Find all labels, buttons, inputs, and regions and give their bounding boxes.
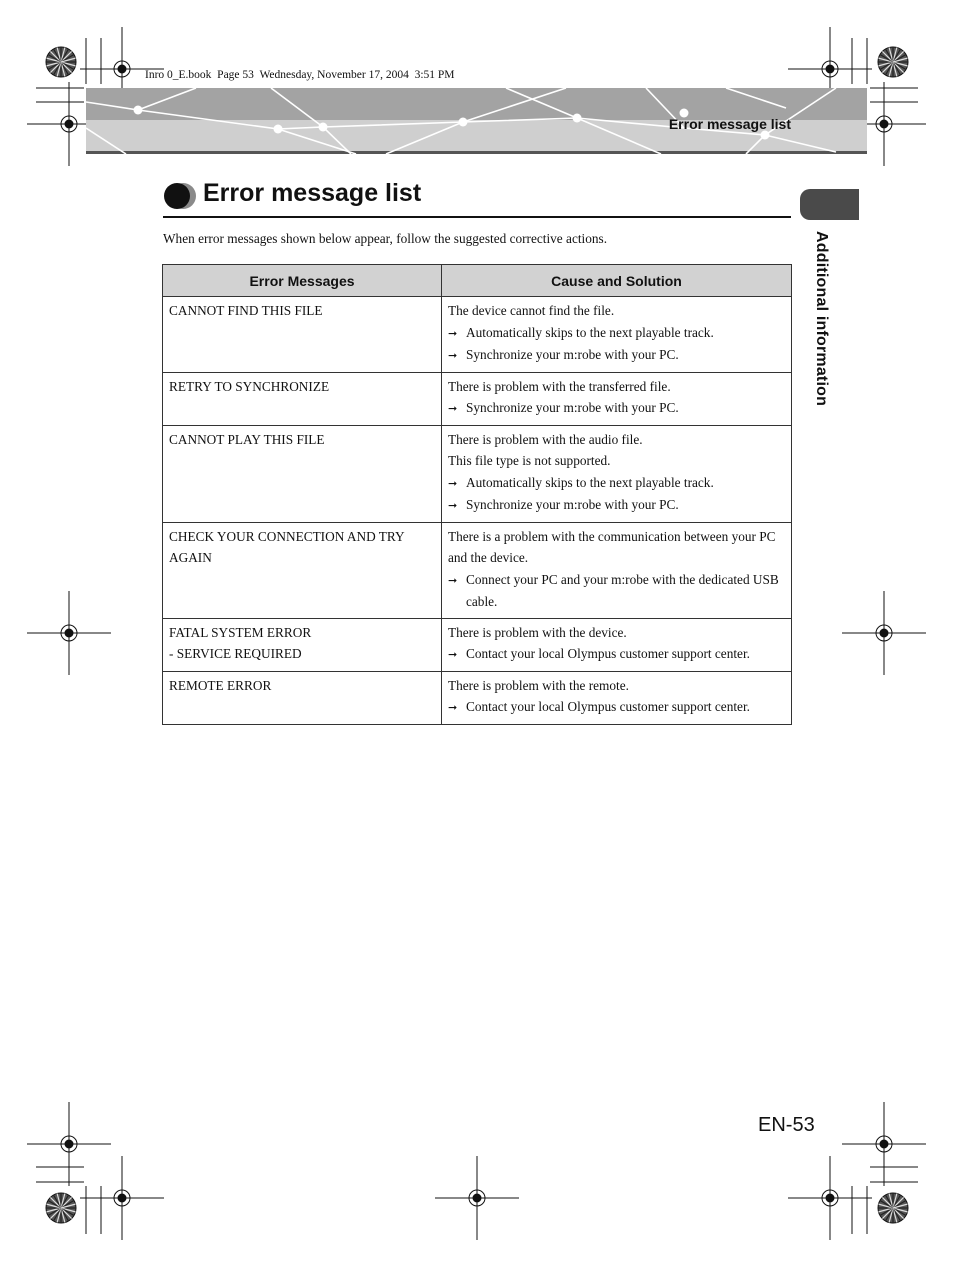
- crop-mark-icon: [878, 47, 908, 77]
- error-message-text: REMOTE ERROR: [169, 677, 272, 693]
- arrow-icon: ➞: [448, 701, 458, 714]
- side-tab: [800, 189, 859, 220]
- running-header-title: Error message list: [668, 116, 791, 132]
- corrective-action: [448, 494, 785, 517]
- error-message-text: CANNOT PLAY THIS FILE: [169, 431, 325, 447]
- registration-mark-icon: [80, 1156, 164, 1240]
- corrective-action: [448, 696, 785, 719]
- registration-mark-icon: [435, 1156, 519, 1240]
- action-text: Contact your local Olympus customer support center.: [466, 646, 750, 661]
- column-header-error-messages: Error Messages: [163, 265, 442, 297]
- error-message-cell: [163, 425, 442, 522]
- corrective-action: [448, 397, 785, 420]
- table-row: [163, 522, 792, 618]
- corrective-action: [448, 344, 785, 367]
- section-heading: [163, 180, 791, 218]
- arrow-icon: ➞: [448, 349, 458, 362]
- cause-text: There is problem with the audio file.: [448, 431, 643, 447]
- error-message-text: CHECK YOUR CONNECTION AND TRY AGAIN: [169, 528, 405, 565]
- intro-text: When error messages shown below appear, follow the suggested corrective actions.: [163, 231, 608, 246]
- error-message-cell: [163, 297, 442, 373]
- action-text: Automatically skips to the next playable track.: [466, 474, 714, 490]
- error-message-cell: [163, 671, 442, 724]
- error-message-text: FATAL SYSTEM ERROR: [169, 624, 312, 640]
- corrective-action: [448, 472, 785, 495]
- table-row: [163, 425, 792, 522]
- error-message-cell: [163, 522, 442, 618]
- error-message-text: RETRY TO SYNCHRONIZE: [169, 378, 330, 394]
- error-message-text: CANNOT FIND THIS FILE: [169, 303, 323, 318]
- cause-text: This file type is not supported.: [448, 453, 611, 468]
- cause-solution-cell: [442, 618, 792, 671]
- corrective-action: [448, 569, 785, 613]
- error-message-cell: [163, 618, 442, 671]
- registration-mark-icon: [27, 591, 111, 675]
- cause-solution-cell: [442, 425, 792, 522]
- arrow-icon: ➞: [448, 476, 458, 490]
- cause-text: There is problem with the device.: [448, 624, 627, 640]
- crop-mark-icon: [46, 1193, 76, 1223]
- error-message-table: [162, 264, 792, 725]
- cause-solution-cell: [442, 522, 792, 618]
- arrow-icon: ➞: [448, 499, 458, 512]
- action-text: Synchronize your m:robe with your PC.: [466, 400, 679, 415]
- error-message-text: - SERVICE REQUIRED: [169, 646, 302, 661]
- cause-text: There is a problem with the communication between your PC and the device.: [448, 528, 776, 565]
- print-info: Inro 0_E.book Page 53 Wednesday, November 17, 2004 3:51 PM: [145, 69, 455, 81]
- arrow-icon: ➞: [448, 573, 458, 587]
- table-row: [163, 297, 792, 373]
- crop-mark-icon: [878, 1193, 908, 1223]
- side-tab-label: Additional information: [813, 231, 830, 407]
- arrow-icon: ➞: [448, 648, 458, 661]
- cause-solution-cell: [442, 372, 792, 425]
- section-bullet-icon: [163, 182, 197, 210]
- cause-text: There is problem with the remote.: [448, 677, 629, 693]
- action-text: Synchronize your m:robe with your PC.: [466, 347, 679, 362]
- action-text: Automatically skips to the next playable track.: [466, 324, 714, 340]
- cause-text: The device cannot find the file.: [448, 303, 615, 318]
- table-row: [163, 618, 792, 671]
- registration-mark-icon: [788, 1156, 872, 1240]
- action-text: Contact your local Olympus customer support center.: [466, 699, 750, 714]
- table-header-row: [163, 265, 792, 297]
- cause-solution-cell: [442, 671, 792, 724]
- crop-mark-icon: [46, 47, 76, 77]
- action-text: Connect your PC and your m:robe with the dedicated USB cable.: [466, 571, 779, 609]
- table-body: [163, 297, 792, 725]
- arrow-icon: ➞: [448, 326, 458, 340]
- corrective-action: [448, 322, 785, 345]
- page-number: EN-53: [758, 1114, 815, 1136]
- cause-text: There is problem with the transferred file.: [448, 378, 671, 394]
- action-text: Synchronize your m:robe with your PC.: [466, 497, 679, 512]
- corrective-action: [448, 643, 785, 666]
- error-message-cell: [163, 372, 442, 425]
- registration-mark-icon: [842, 591, 926, 675]
- table-row: [163, 372, 792, 425]
- table-row: [163, 671, 792, 724]
- arrow-icon: ➞: [448, 402, 458, 415]
- cause-solution-cell: [442, 297, 792, 373]
- registration-mark-icon: [27, 1102, 111, 1186]
- registration-mark-icon: [842, 1102, 926, 1186]
- column-header-cause-solution: Cause and Solution: [442, 265, 792, 297]
- page-title: Error message list: [203, 179, 422, 207]
